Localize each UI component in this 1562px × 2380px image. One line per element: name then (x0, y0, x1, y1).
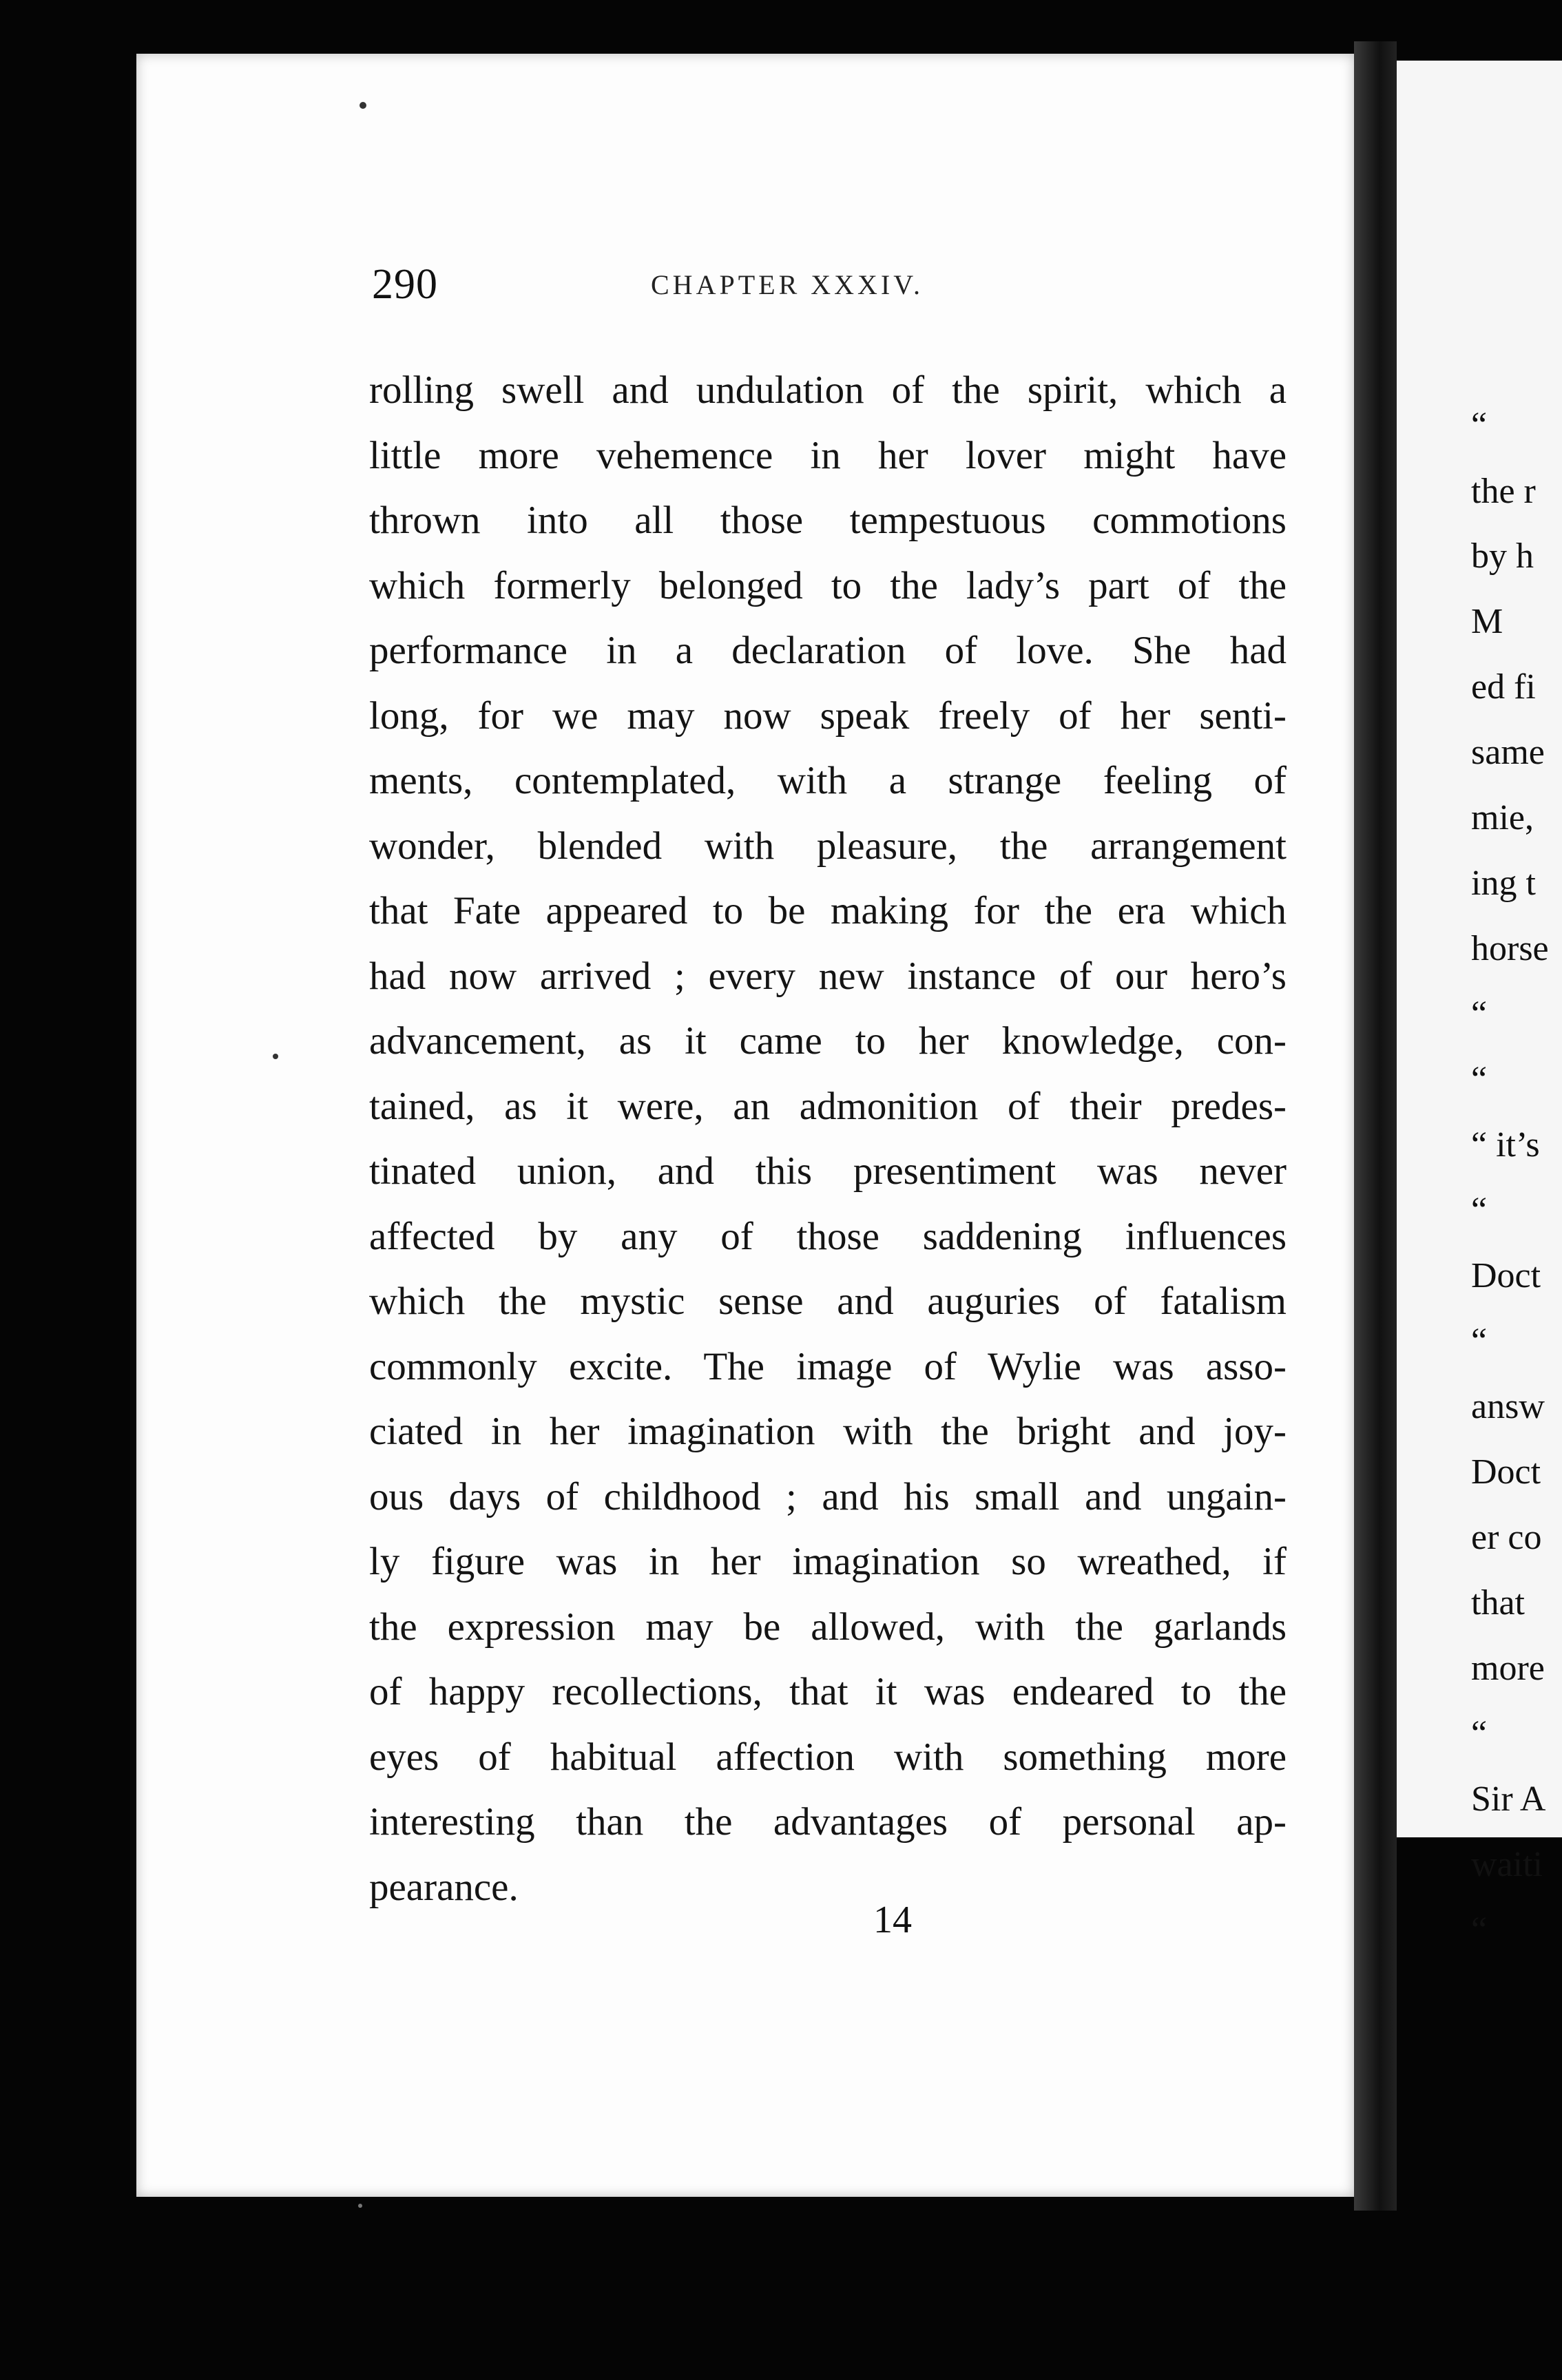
text-line: advancement, as it came to her knowledge, con- (369, 1019, 1287, 1063)
facing-line: by h (1471, 536, 1534, 576)
text-line: ciated in her imagination with the bright and joy- (369, 1410, 1287, 1453)
facing-line: same (1471, 733, 1545, 772)
facing-line: that (1471, 1583, 1525, 1622)
body-text (369, 358, 1287, 1920)
text-line: had now arrived ; every new instance of our hero’s (369, 954, 1287, 998)
text-line: interesting than the advantages of personal ap- (369, 1800, 1287, 1844)
facing-line: “ (1471, 406, 1488, 445)
text-line: the expression may be allowed, with the garlands (369, 1605, 1287, 1649)
facing-line: “ (1471, 1714, 1488, 1753)
running-head (372, 260, 1288, 315)
facing-page-fragment (1397, 61, 1562, 1950)
signature-mark: 14 (873, 1899, 912, 1941)
facing-line: “ (1471, 1322, 1488, 1361)
facing-line: “ (1471, 1060, 1488, 1099)
text-line: tained, as it were, an admonition of their predes- (369, 1084, 1287, 1128)
facing-line: Doct (1471, 1452, 1541, 1492)
text-line: eyes of habitual affection with something more (369, 1735, 1287, 1779)
facing-line: waiti (1471, 1845, 1543, 1884)
facing-line: M (1471, 602, 1503, 641)
text-line: commonly excite. The image of Wylie was asso- (369, 1344, 1287, 1388)
facing-line: more (1471, 1649, 1545, 1688)
text-line: affected by any of those saddening influences (369, 1214, 1287, 1258)
text-line: ly figure was in her imagination so wreathed, if (369, 1540, 1287, 1583)
facing-line: ing t (1471, 864, 1536, 903)
text-line: performance in a declaration of love. She had (369, 629, 1287, 672)
text-line: of happy recollections, that it was endeared to the (369, 1670, 1287, 1713)
facing-line: answ (1471, 1387, 1545, 1426)
text-line: pearance. (369, 1865, 519, 1909)
facing-line: “ (1471, 1191, 1488, 1230)
text-line: ous days of childhood ; and his small and ungain- (369, 1474, 1287, 1518)
text-line: tinated union, and this presentiment was never (369, 1149, 1287, 1193)
facing-line: “ it’s (1471, 1125, 1540, 1165)
facing-line: Doct (1471, 1256, 1541, 1295)
facing-line: er co (1471, 1518, 1542, 1557)
text-line: wonder, blended with pleasure, the arrangement (369, 824, 1287, 868)
scan-speck (273, 1054, 278, 1059)
text-line: which the mystic sense and auguries of fatalism (369, 1280, 1287, 1323)
facing-line: Sir A (1471, 1779, 1546, 1819)
scan-speck (360, 102, 366, 109)
facing-line: horse (1471, 929, 1549, 968)
text-line: little more vehemence in her lover might have (369, 433, 1287, 477)
book-gutter (1354, 41, 1397, 2211)
page-number: 290 (372, 261, 438, 308)
text-line: ments, contemplated, with a strange feeling of (369, 759, 1287, 802)
text-line: long, for we may now speak freely of her senti- (369, 693, 1287, 738)
text-line: which formerly belonged to the lady’s part of the (369, 563, 1287, 607)
facing-line: “ (1471, 1910, 1488, 1950)
facing-line: mie, (1471, 798, 1534, 837)
scan-speck (358, 2204, 362, 2208)
facing-line: the r (1471, 472, 1536, 511)
chapter-heading: CHAPTER XXXIV. (651, 269, 924, 300)
facing-line: “ (1471, 994, 1488, 1034)
text-line: that Fate appeared to be making for the era which (369, 889, 1287, 932)
text-line: thrown into all those tempestuous commotions (369, 499, 1287, 542)
facing-line: ed fi (1471, 667, 1536, 707)
text-line: rolling swell and undulation of the spirit, which a (369, 368, 1287, 412)
